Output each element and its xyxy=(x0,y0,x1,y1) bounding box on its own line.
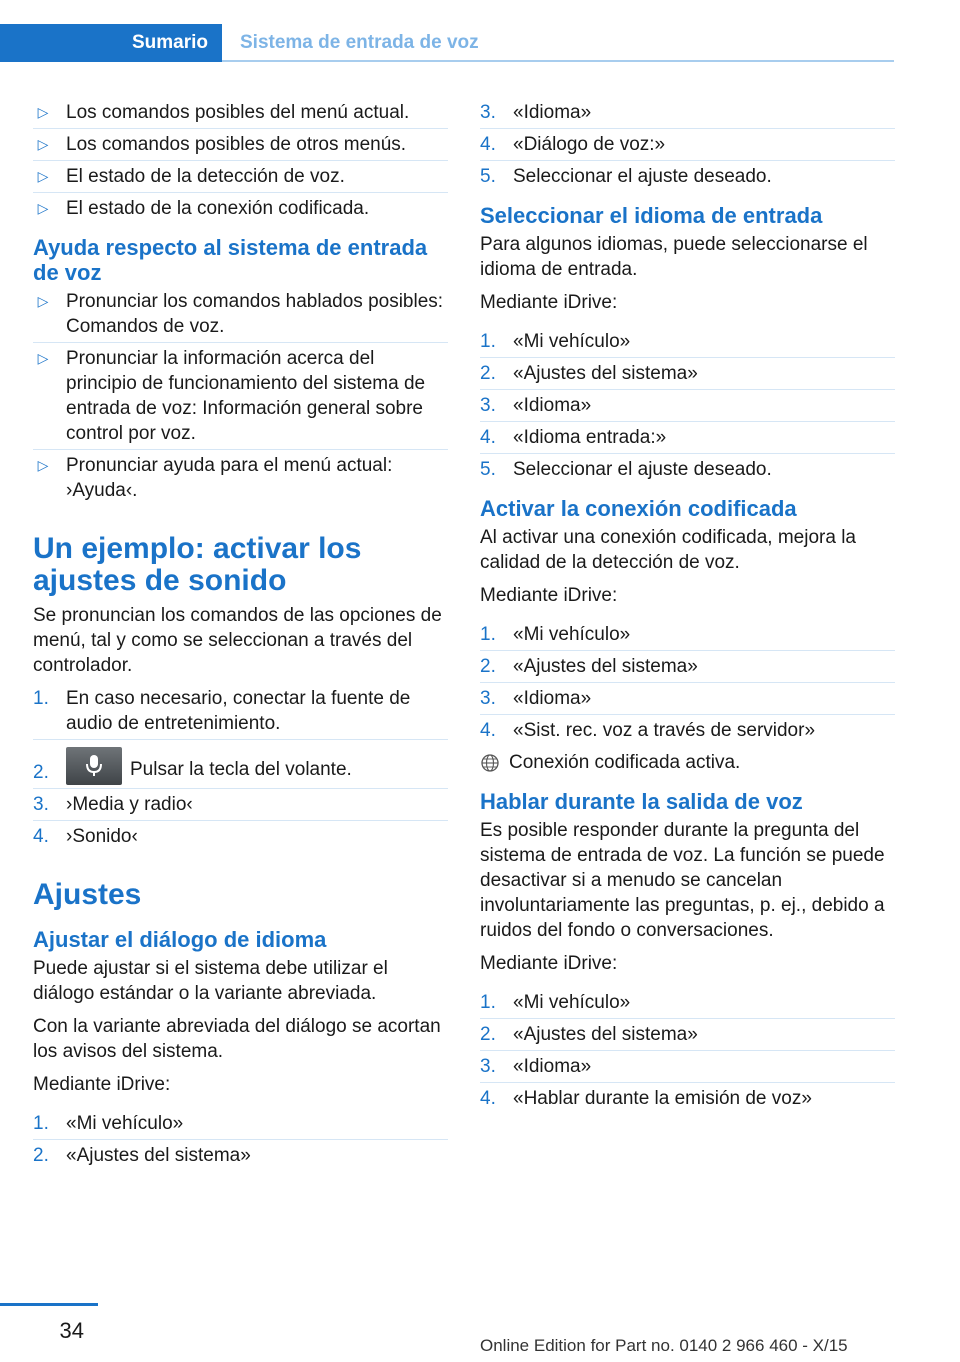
list-item: 1. «Mi vehículo» xyxy=(480,622,895,647)
section-tab-sumario[interactable]: Sumario xyxy=(0,24,222,62)
numbered-list-talk xyxy=(480,990,895,1111)
list-item: 2. «Ajustes del sistema» xyxy=(480,654,895,679)
list-item: 3. «Idioma» xyxy=(480,686,895,711)
numbered-list-dialog xyxy=(33,1111,448,1168)
bullet-list-help xyxy=(33,289,448,503)
heading-ajustes: Ajustes xyxy=(33,878,142,911)
list-item: 3. «Idioma» xyxy=(480,100,895,125)
triangle-bullet-icon: ▷ xyxy=(37,293,49,309)
dialog-paragraph-1: Puede ajustar si el sistema debe utilizar el diálogo estándar o la variante abreviada. xyxy=(33,958,388,1004)
dialog-via: Mediante iDrive: xyxy=(33,1074,171,1095)
list-item: 4. «Sist. rec. voz a través de servidor» xyxy=(480,720,816,741)
list-item: ▷ El estado de la detección de voz. xyxy=(33,164,448,189)
list-item: ▷ Los comandos posibles del menú actual. xyxy=(33,100,448,125)
list-item: 2. «Ajustes del sistema» xyxy=(33,1145,251,1166)
language-paragraph: Para algunos idiomas, puede seleccionarse el idioma de entrada. xyxy=(480,234,868,280)
page-header xyxy=(0,0,960,62)
heading-encrypted: Activar la conexión codificada xyxy=(480,496,797,521)
talk-paragraph: Es posible responder durante la pregunta del sistema de entrada de voz. La función se puede desactivar si a menudo se cancelan involuntariamente las preguntas, p. ej., debido a ruidos del fondo o conversaciones. xyxy=(480,820,885,941)
list-item: 1. «Mi vehículo» xyxy=(480,990,895,1015)
numbered-list-example xyxy=(33,686,448,849)
header-rule xyxy=(222,60,894,62)
numbered-list-language xyxy=(480,329,895,482)
list-item: 4. «Hablar durante la emisión de voz» xyxy=(480,1088,812,1109)
encrypted-status-note: Conexión codificada activa. xyxy=(480,750,895,775)
example-paragraph: Se pronuncian los comandos de las opciones de menú, tal y como se seleccionan a través del controlador. xyxy=(33,605,442,676)
globe-icon xyxy=(480,753,500,773)
page-number: 34 xyxy=(59,1318,84,1343)
dialog-paragraph-2: Con la variante abreviada del diálogo se acortan los avisos del sistema. xyxy=(33,1016,441,1062)
numbered-list-dialog-cont xyxy=(480,100,895,189)
list-item: 3. ›Media y radio‹ xyxy=(33,792,448,817)
list-item: ▷ El estado de la conexión codificada. xyxy=(33,196,448,221)
list-item: 1. «Mi vehículo» xyxy=(480,329,895,354)
triangle-bullet-icon: ▷ xyxy=(37,200,49,216)
list-item: 2. «Ajustes del sistema» xyxy=(480,1022,895,1047)
list-item: 2. Pulsar la tecla del volante. xyxy=(33,743,448,785)
heading-help: Ayuda respecto al sistema de entrada de voz xyxy=(33,235,428,285)
list-item: 5. Seleccionar el ajuste deseado. xyxy=(480,166,772,187)
list-item: ▷ Pronunciar los comandos hablados posibles: Comandos de voz. xyxy=(33,289,448,339)
triangle-bullet-icon: ▷ xyxy=(37,457,49,473)
chapter-title: Sistema de entrada de voz xyxy=(240,32,479,53)
list-item: 4. «Idioma entrada:» xyxy=(480,425,895,450)
numbered-list-encrypted xyxy=(480,622,895,743)
footer-edition: Online Edition for Part no. 0140 2 966 460 - X/15 xyxy=(480,1336,848,1355)
list-item: 2. «Ajustes del sistema» xyxy=(480,361,895,386)
encrypted-via: Mediante iDrive: xyxy=(480,585,618,606)
list-item: ▷ Los comandos posibles de otros menús. xyxy=(33,132,448,157)
list-item: 5. Seleccionar el ajuste deseado. xyxy=(480,459,772,480)
list-item: ▷ Pronunciar la información acerca del principio de funcionamiento del sistema de entrada de voz: Información general sobre control por voz. xyxy=(33,346,448,446)
list-item: 3. «Idioma» xyxy=(480,393,895,418)
heading-talk: Hablar durante la salida de voz xyxy=(480,789,803,814)
heading-example: Un ejemplo: activar los ajustes de sonido xyxy=(33,532,362,597)
triangle-bullet-icon: ▷ xyxy=(37,350,49,366)
heading-language: Seleccionar el idioma de entrada xyxy=(480,203,823,228)
talk-via: Mediante iDrive: xyxy=(480,953,618,974)
list-item: 1. «Mi vehículo» xyxy=(33,1111,448,1136)
right-column xyxy=(480,100,895,1118)
triangle-bullet-icon: ▷ xyxy=(37,104,49,120)
footer-rule xyxy=(0,1303,98,1306)
microphone-key-icon xyxy=(66,747,122,785)
list-item: ▷ Pronunciar ayuda para el menú actual: ›Ayuda‹. xyxy=(33,453,448,503)
list-item: 4. ›Sonido‹ xyxy=(33,826,138,847)
encrypted-paragraph: Al activar una conexión codificada, mejora la calidad de la detección de voz. xyxy=(480,527,856,573)
heading-dialog: Ajustar el diálogo de idioma xyxy=(33,927,327,952)
list-item: 1. En caso necesario, conectar la fuente de audio de entretenimiento. xyxy=(33,686,448,736)
language-via: Mediante iDrive: xyxy=(480,292,618,313)
list-item: 4. «Diálogo de voz:» xyxy=(480,132,895,157)
triangle-bullet-icon: ▷ xyxy=(37,168,49,184)
triangle-bullet-icon: ▷ xyxy=(37,136,49,152)
left-column xyxy=(33,100,448,1175)
list-item: 3. «Idioma» xyxy=(480,1054,895,1079)
bullet-list-commands xyxy=(33,100,448,221)
